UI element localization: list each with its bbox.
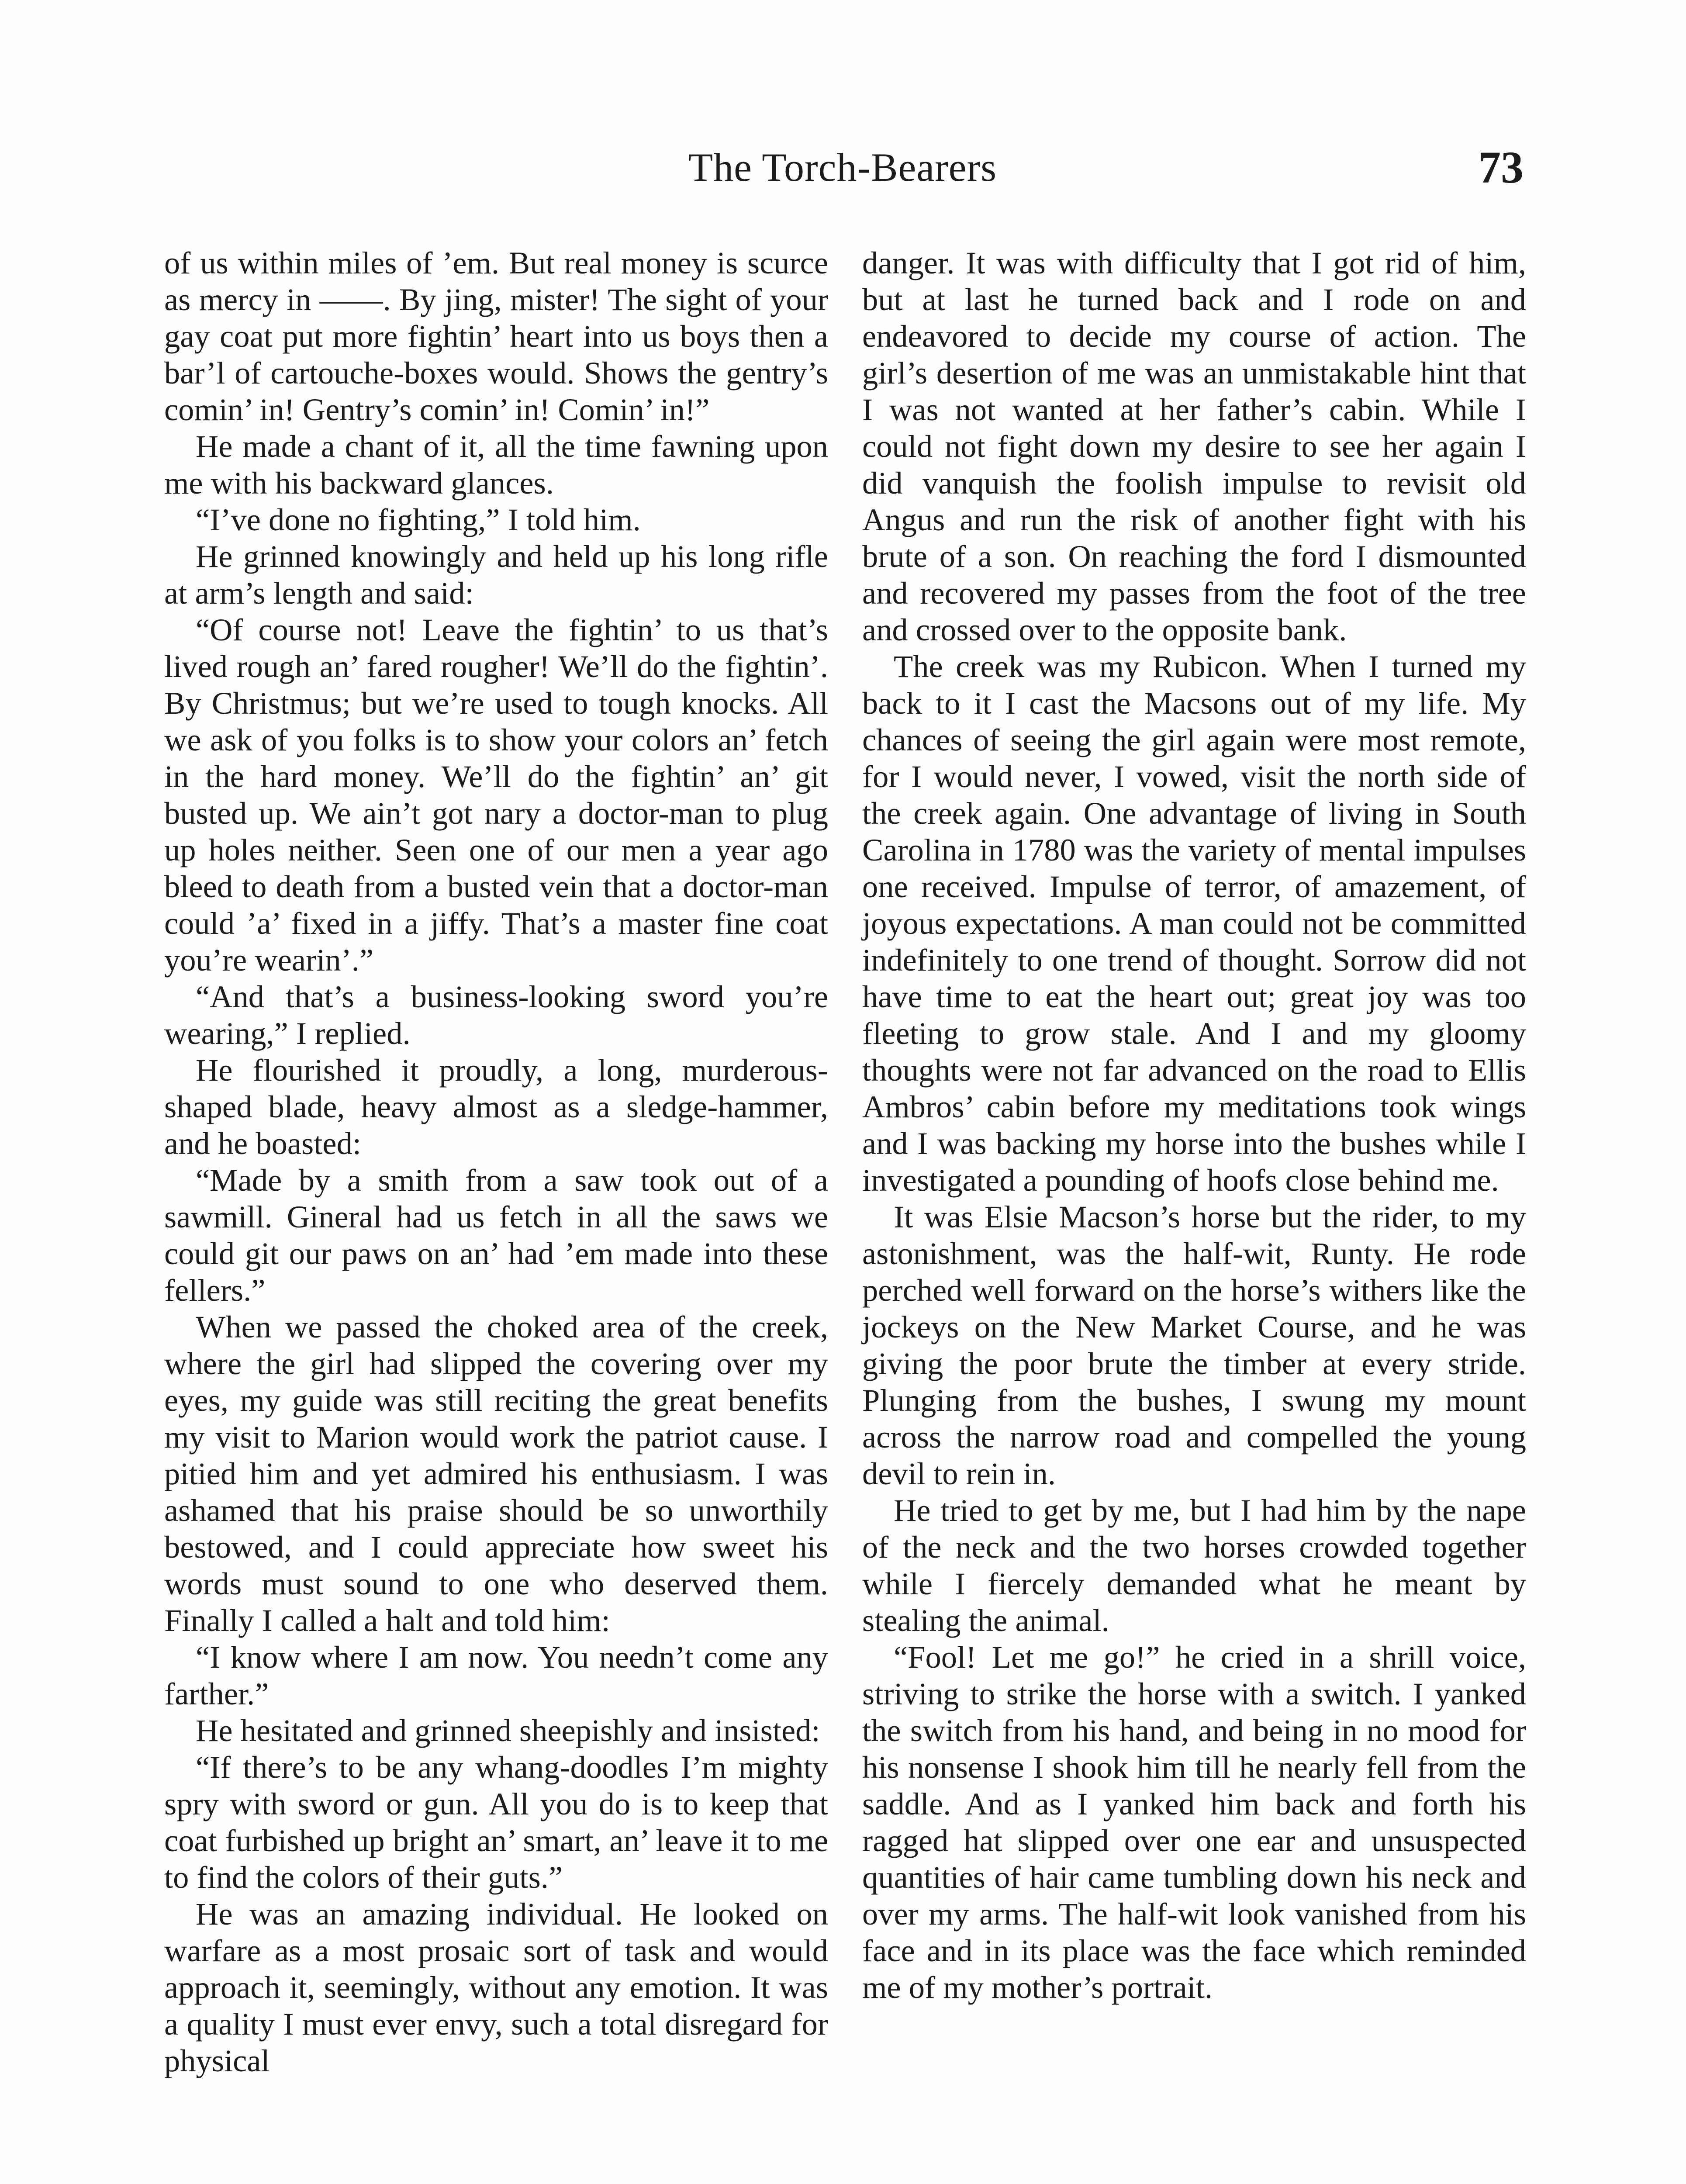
left-column (164, 245, 828, 2079)
paragraph: “I know where I am now. You needn’t come any farther.” (164, 1639, 828, 1711)
page-header (162, 144, 1524, 214)
paragraph: “I’ve done no fighting,” I told him. (196, 502, 641, 537)
paragraph: “Fool! Let me go!” he cried in a shrill voice, striving to strike the horse with a switch. I yanked the switch from his hand, and being in no mood for his nonsense I shook him till he nearly fell from the saddle. And as I yanked him back and forth his ragged hat slipped over one ear and unsuspected quantities of hair came tumbling down his neck and over my arms. The half-wit look vanished from his face and in its place was the face which reminded me of my mother’s portrait. (862, 1639, 1526, 2005)
paragraph: He flourished it proudly, a long, murderous-shaped blade, heavy almost as a sledge-hammer, and he boasted: (164, 1052, 828, 1161)
page-number: 73 (1478, 142, 1524, 193)
paragraph: It was Elsie Macson’s horse but the rider, to my astonishment, was the half-wit, Runty. He rode perched well forward on the horse’s withers like the jockeys on the New Market Course, and he was giving the poor brute the timber at every stride. Plunging from the bushes, I swung my mount across the narrow road and compelled the young devil to rein in. (862, 1199, 1526, 1491)
paragraph: of us within miles of ’em. But real money is scurce as mercy in ——. By jing, mister! The sight of your gay coat put more fightin’ heart into us boys then a bar’l of cartouche-boxes would. Shows the gentry’s comin’ in! Gentry’s comin’ in! Comin’ in!” (164, 245, 828, 427)
paragraph: He made a chant of it, all the time fawning upon me with his backward glances. (164, 429, 828, 501)
paragraph: “Made by a smith from a saw took out of a sawmill. Gineral had us fetch in all the saws we could git our paws on an’ had ’em made into these fellers.” (164, 1162, 828, 1308)
paragraph: “And that’s a business-looking sword you’re wearing,” I replied. (164, 979, 828, 1051)
running-title: The Torch-Bearers (688, 145, 997, 190)
paragraph: danger. It was with difficulty that I got rid of him, but at last he turned back and I rode on and endeavored to decide my course of action. The girl’s desertion of me was an unmistakable hint that I was not wanted at her father’s cabin. While I could not fight down my desire to see her again I did vanquish the foolish impulse to revisit old Angus and run the risk of another fight with his brute of a son. On reaching the ford I dismounted and recovered my passes from the foot of the tree and crossed over to the opposite bank. (862, 245, 1526, 647)
paragraph: He grinned knowingly and held up his long rifle at arm’s length and said: (164, 539, 828, 611)
paragraph: “If there’s to be any whang-doodles I’m mighty spry with sword or gun. All you do is to keep that coat furbished up bright an’ smart, an’ leave it to me to find the colors of their guts.” (164, 1749, 828, 1895)
paragraph: The creek was my Rubicon. When I turned my back to it I cast the Macsons out of my life. My chances of seeing the girl again were most remote, for I would never, I vowed, visit the north side of the creek again. One advantage of living in South Carolina in 1780 was the variety of mental impulses one received. Impulse of terror, of amazement, of joyous expectations. A man could not be committed indefinitely to one trend of thought. Sorrow did not have time to eat the heart out; great joy was too fleeting to grow stale. And I and my gloomy thoughts were not far advanced on the road to Ellis Ambros’ cabin before my meditations took wings and I was backing my horse into the bushes while I investigated a pounding of hoofs close behind me. (862, 649, 1526, 1198)
right-column (862, 245, 1526, 2006)
paragraph: He hesitated and grinned sheepishly and insisted: (196, 1713, 820, 1748)
paragraph: When we passed the choked area of the creek, where the girl had slipped the covering over my eyes, my guide was still reciting the great benefits my visit to Marion would work the patriot cause. I pitied him and yet admired his enthusiasm. I was ashamed that his praise should be so unworthily bestowed, and I could appreciate how sweet his words must sound to one who deserved them. Finally I called a halt and told him: (164, 1309, 828, 1638)
paragraph: He tried to get by me, but I had him by the nape of the neck and the two horses crowded together while I fiercely demanded what he meant by stealing the animal. (862, 1493, 1526, 1638)
paragraph: He was an amazing individual. He looked on warfare as a most prosaic sort of task and would approach it, seemingly, without any emotion. It was a quality I must ever envy, such a total disregard for physical (164, 1896, 828, 2078)
paragraph: “Of course not! Leave the fightin’ to us that’s lived rough an’ fared rougher! We’ll do the fightin’. By Christmus; but we’re used to tough knocks. All we ask of you folks is to show your colors an’ fetch in the hard money. We’ll do the fightin’ an’ git busted up. We ain’t got nary a doctor-man to plug up holes neither. Seen one of our men a year ago bleed to death from a busted vein that a doctor-man could ’a’ fixed in a jiffy. That’s a master fine coat you’re wearin’.” (164, 612, 828, 978)
